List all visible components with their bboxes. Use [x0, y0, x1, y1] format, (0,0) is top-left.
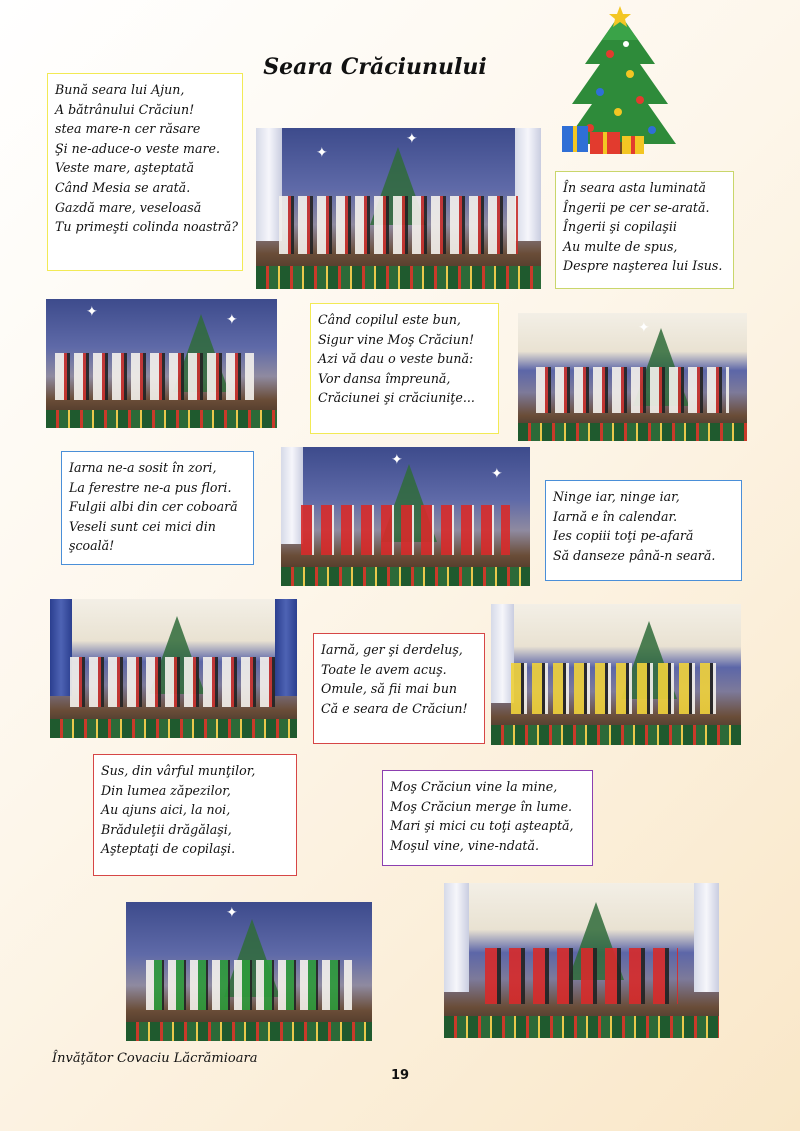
- photo-red-dancers: ✦ ✦: [281, 447, 530, 586]
- poem-line: Omule, să fii mai bun: [321, 681, 458, 697]
- poem-line: şcoală!: [69, 538, 115, 554]
- poem-line: Iarna ne-a sosit în zori,: [69, 460, 217, 475]
- poem-line: Au multe de spus,: [563, 238, 678, 254]
- poem-line: Iarnă e în calendar.: [553, 508, 678, 524]
- poem-line: Din lumea zăpezilor,: [101, 782, 231, 798]
- poem-line: Să danseze până-n seară.: [553, 547, 716, 563]
- poem-line: A bătrânului Crăciun!: [55, 101, 195, 117]
- poem-line: Veseli sunt cei mici din: [69, 518, 216, 534]
- poem-line: Ninge iar, ninge iar,: [553, 489, 680, 504]
- photo-snowflake-dance: [50, 599, 297, 738]
- poem-line: Aşteptaţi de copilaşi.: [101, 841, 236, 857]
- poem-line: În seara asta luminată: [563, 180, 706, 195]
- photo-angels-dance: ✦ ✦: [46, 299, 277, 428]
- photo-santa-finale: [444, 883, 719, 1038]
- poem-line: Îngerii şi copilaşii: [563, 219, 677, 235]
- poem-line: Veste mare, aşteptată: [55, 160, 194, 176]
- poem-box-7: [93, 754, 297, 876]
- poem-line: Brăduleţii drăgălaşi,: [101, 821, 232, 837]
- page-title: Seara Crăciunului: [263, 54, 487, 80]
- poem-line: Şi ne-aduce-o veste mare.: [55, 140, 220, 156]
- page-number: 19: [390, 1068, 410, 1083]
- photo-green-skirts: ✦: [126, 902, 372, 1041]
- poem-box-5: [545, 480, 742, 581]
- poem-line: Îngerii pe cer se-arată.: [563, 199, 710, 215]
- poem-line: stea mare-n cer răsare: [55, 121, 201, 137]
- poem-line: Că e seara de Crăciun!: [321, 700, 468, 716]
- poem-box-1: [47, 73, 243, 271]
- poem-line: Azi vă dau o veste bună:: [318, 351, 474, 367]
- poem-line: Despre naşterea lui Isus.: [563, 258, 723, 274]
- poem-line: Sigur vine Moş Crăciun!: [318, 331, 475, 347]
- christmas-tree-icon: [560, 4, 680, 162]
- poem-line: Moş Crăciun vine la mine,: [390, 779, 558, 794]
- poem-box-6: [313, 633, 485, 744]
- poem-box-3: [310, 303, 499, 434]
- poem-line: Vor dansa împreună,: [318, 370, 451, 386]
- poem-line: Crăciunei şi crăciuniţe...: [318, 390, 475, 406]
- photo-nativity-play: ✦: [518, 313, 747, 441]
- poem-line: Bună seara lui Ajun,: [55, 82, 185, 97]
- poem-line: Moş Crăciun merge în lume.: [390, 798, 573, 814]
- poem-line: Ies copiii toţi pe-afară: [553, 528, 694, 544]
- poem-box-2: [555, 171, 734, 289]
- poem-line: Toate le avem acuş.: [321, 661, 447, 677]
- poem-line: Moşul vine, vine-ndată.: [390, 837, 540, 853]
- poem-line: Gazdă mare, veseloasă: [55, 199, 202, 215]
- poem-box-4: [61, 451, 254, 565]
- poem-box-8: [382, 770, 593, 866]
- poem-line: Iarnă, ger şi derdeluş,: [321, 642, 463, 657]
- poem-line: La ferestre ne-a pus flori.: [69, 479, 232, 495]
- photo-yellow-costumes: [491, 604, 741, 745]
- poem-line: Când copilul este bun,: [318, 312, 461, 327]
- author-signature: Învăţător Covaciu Lăcrămioara: [52, 1051, 258, 1066]
- poem-line: Mari şi mici cu toţi aşteaptă,: [390, 818, 574, 834]
- poem-line: Când Mesia se arată.: [55, 179, 191, 195]
- poem-line: Sus, din vârful munţilor,: [101, 763, 256, 778]
- poem-line: Au ajuns aici, la noi,: [101, 802, 231, 818]
- photo-choir-stage: ✦ ✦: [256, 128, 541, 289]
- poem-line: Fulgii albi din cer coboară: [69, 499, 238, 515]
- poem-line: Tu primeşti colinda noastră?: [55, 219, 238, 235]
